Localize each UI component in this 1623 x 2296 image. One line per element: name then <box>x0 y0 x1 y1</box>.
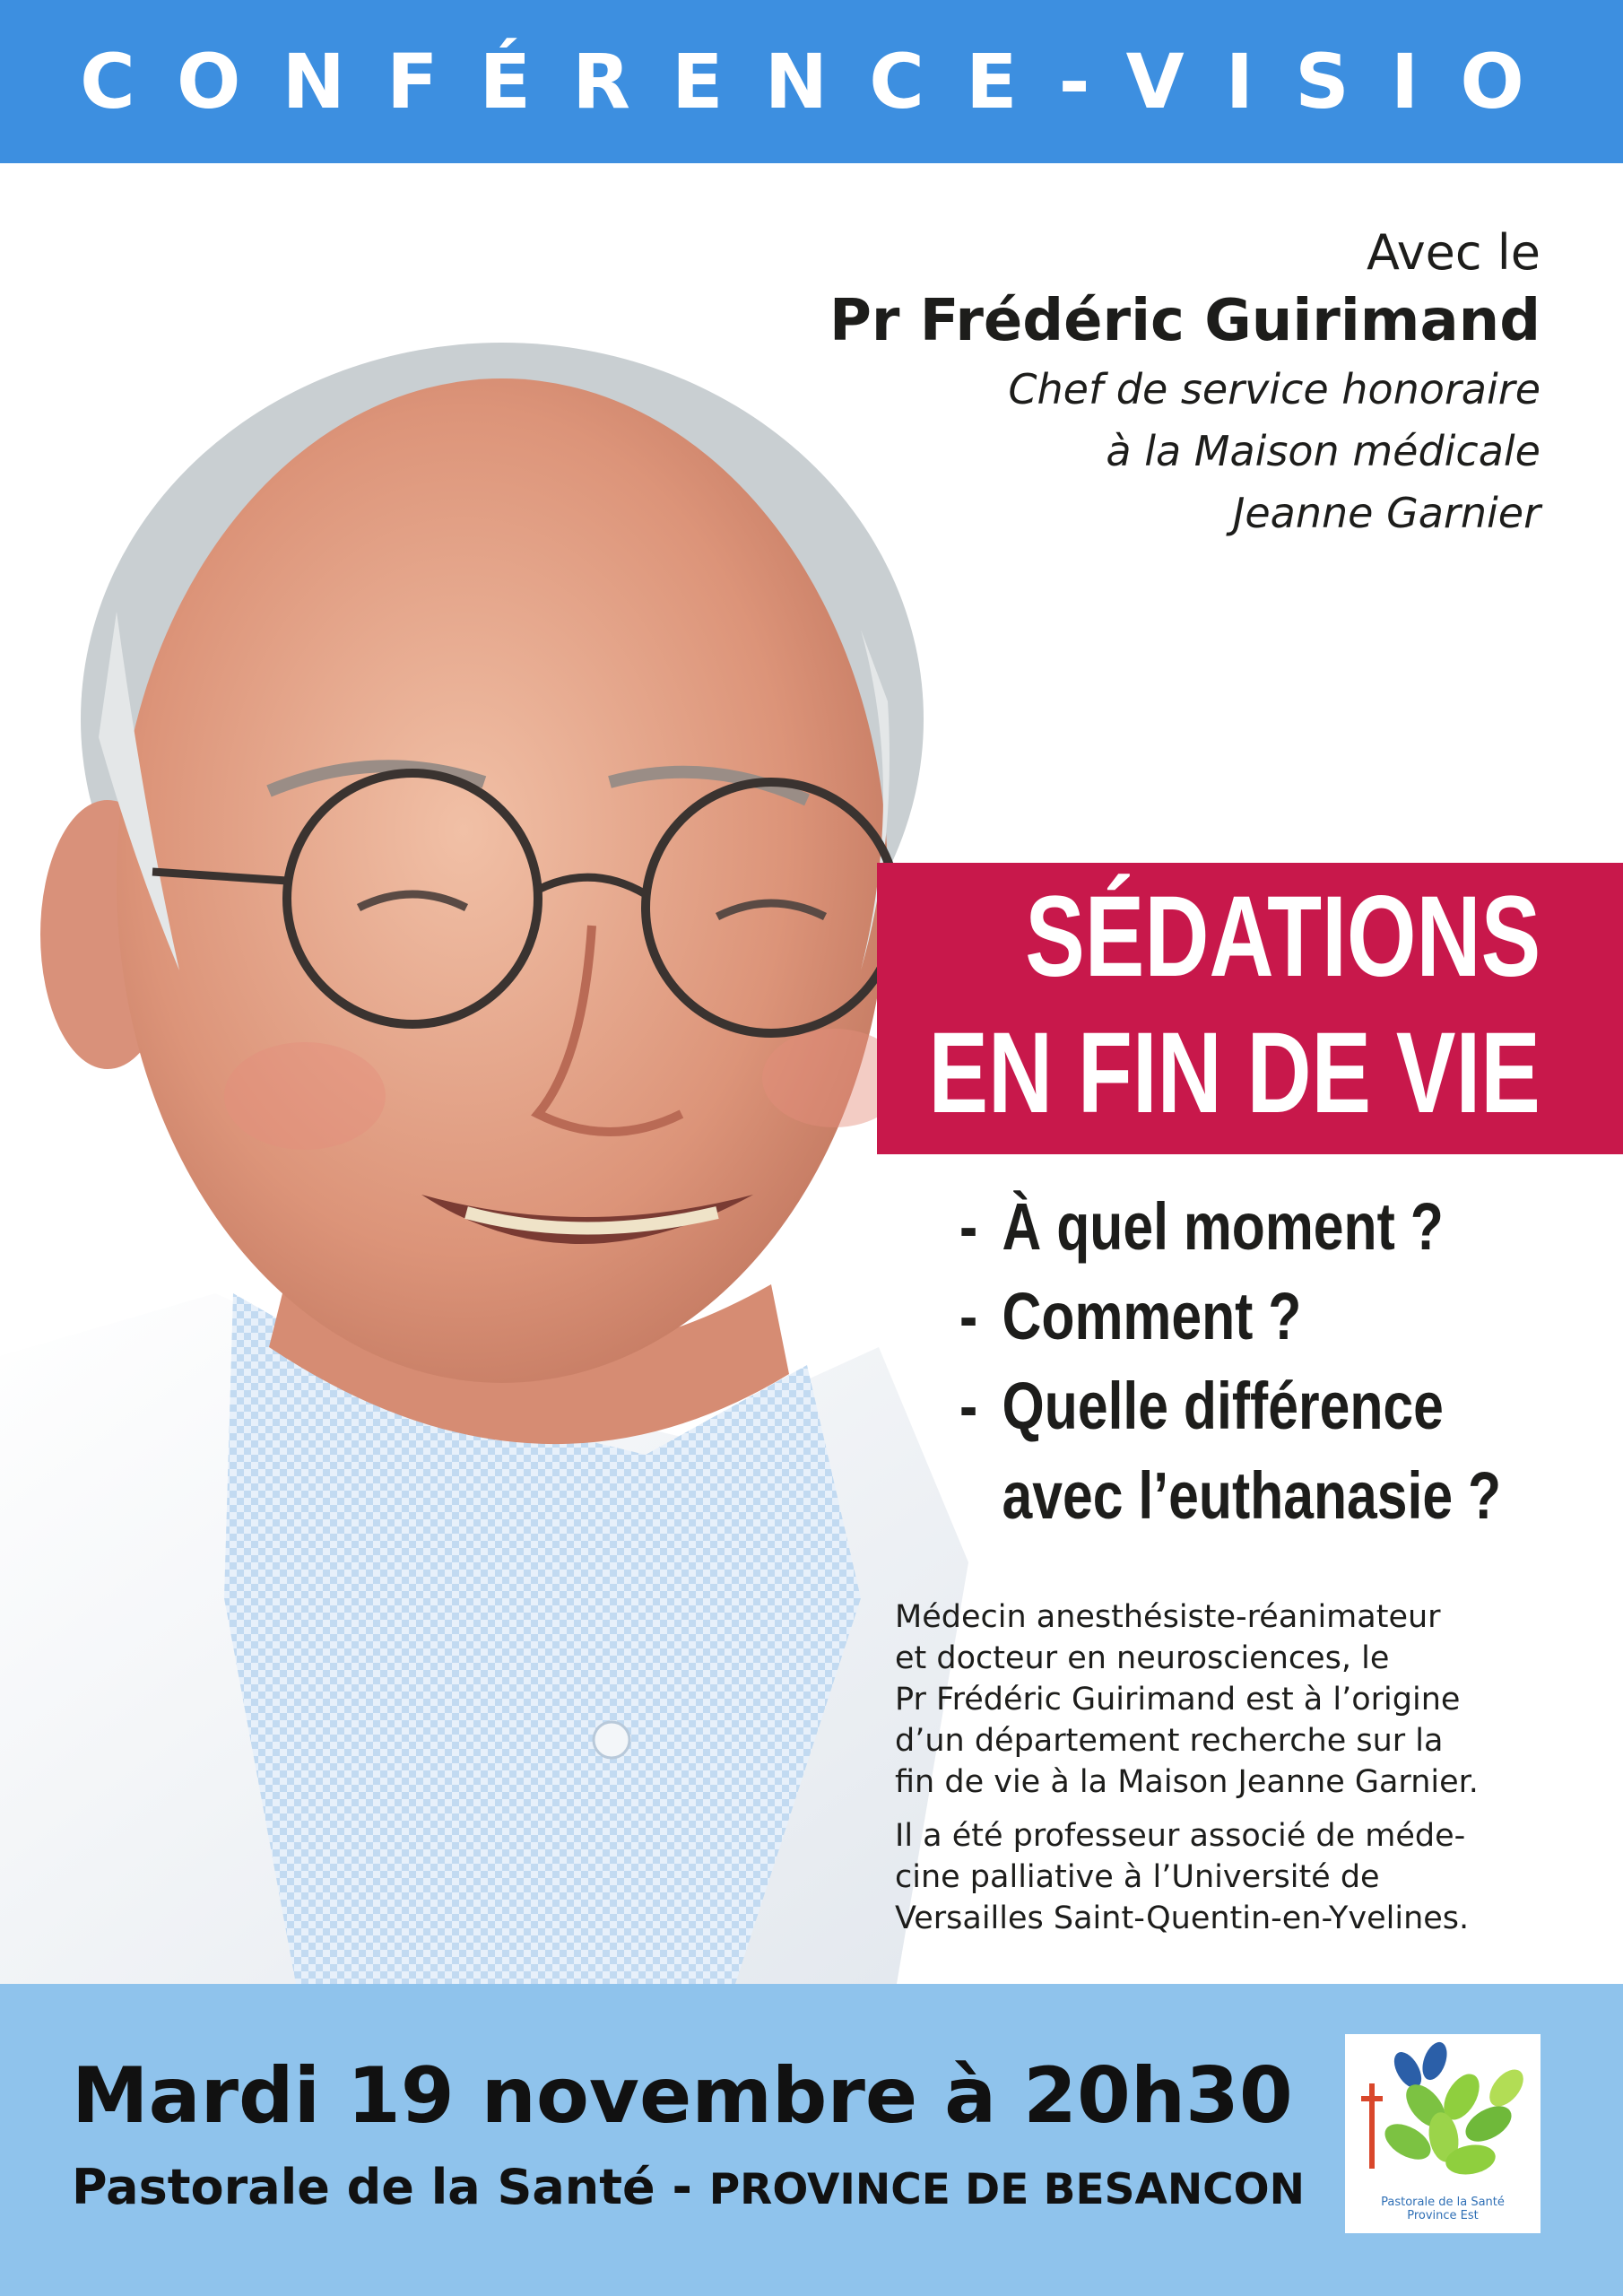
event-date: Mardi 19 novembre à 20h30 <box>72 2051 1293 2141</box>
organizer-province: PROVINCE DE BESANCON <box>708 2165 1305 2214</box>
question-dash: - <box>959 1189 978 1264</box>
logo-caption-2: Province Est <box>1407 2209 1479 2222</box>
question-text: À quel moment ? <box>1002 1189 1444 1264</box>
question-text: Quelle différence <box>1002 1369 1444 1443</box>
question-item <box>959 1361 1502 1541</box>
speaker-block <box>644 222 1541 544</box>
question-text: Comment ? <box>1002 1279 1302 1353</box>
speaker-biography <box>895 1596 1541 1952</box>
headline-line-1: SÉDATIONS <box>1024 873 1541 1001</box>
speaker-intro: Avec le <box>1366 224 1541 281</box>
bio-paragraph-1: Médecin anesthésiste-réanimateur et docteur en neurosciences, le Pr Frédéric Guirimand est à l’origine d’un département recherche sur la fin de vie à la Maison Jeanne Garnier. <box>895 1599 1479 1800</box>
organizer-name: Pastorale de la Santé - <box>72 2159 709 2215</box>
speaker-role-line: Jeanne Garnier <box>1232 489 1541 537</box>
headline-box <box>877 863 1623 1154</box>
speaker-role-line: à la Maison médicale <box>1106 427 1541 475</box>
bio-paragraph-2: Il a été professeur associé de méde- cine palliative à l’Université de Versailles Saint-Quentin-en-Yvelines. <box>895 1818 1470 1936</box>
question-item <box>959 1272 1474 1361</box>
question-item <box>959 1182 1474 1272</box>
pastorale-logo-icon <box>1345 2034 1541 2196</box>
speaker-role-line: Chef de service honoraire <box>1008 365 1541 413</box>
event-organizer <box>72 2156 1305 2222</box>
pastorale-logo <box>1345 2034 1541 2233</box>
speaker-name: Pr Frédéric Guirimand <box>829 288 1541 354</box>
banner-title: CONFÉRENCE-VISIO <box>80 38 1567 126</box>
question-dash: - <box>959 1369 978 1443</box>
question-continuation: avec l’euthanasie ? <box>1002 1458 1502 1533</box>
top-banner <box>0 0 1623 163</box>
logo-caption-1: Pastorale de la Santé <box>1381 2196 1505 2209</box>
question-dash: - <box>959 1279 978 1353</box>
headline-line-2: EN FIN DE VIE <box>928 1009 1541 1137</box>
questions-list <box>959 1182 1587 1541</box>
